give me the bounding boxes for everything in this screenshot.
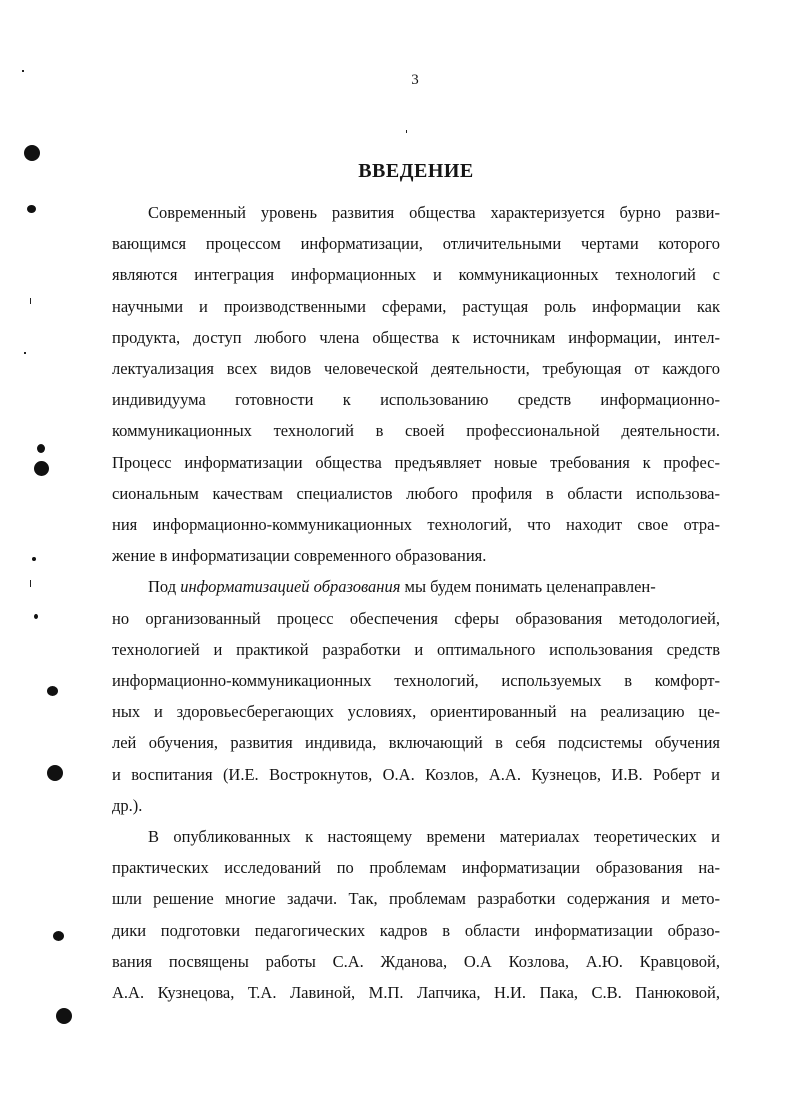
page-number: 3 [411,72,419,88]
paragraph-line: ных и здоровьесберегающих условиях, ориентированный на реализацию це- [112,702,720,722]
scan-speck [22,70,24,72]
binding-hole-mark [24,145,40,161]
paragraph-line: шли решение многие задачи. Так, проблемам разработки содержания и мето- [112,889,720,909]
binding-hole-mark [34,461,49,476]
body-text [112,197,720,1008]
binding-hole-mark [53,931,64,941]
paragraph-line: и воспитания (И.Е. Вострокнутов, О.А. Козлов, А.А. Кузнецов, И.В. Роберт и [112,764,720,784]
paragraph-line: Современный уровень развития общества характеризуется бурно разви- [148,203,720,222]
paragraph-line: лей обучения, развития индивида, включающий в себя подсистемы обучения [112,733,720,753]
paragraph-line: коммуникационных технологий в своей профессиональной деятельности. [112,421,720,441]
paragraph-line [112,571,720,602]
paragraph-line: технологией и практикой разработки и оптимального использования средств [112,639,720,659]
paragraph-line: Процесс информатизации общества предъявляет новые требования к профес- [112,452,720,472]
paragraph-line: В опубликованных к настоящему времени материалах теоретических и [148,827,720,847]
paragraph-line: жение в информатизации современного образования. [112,546,487,566]
paragraph-text: мы будем понимать целенаправлен- [400,577,656,597]
emphasized-term: информатизацией образования [180,577,401,597]
paragraph-line: вания посвящены работы С.А. Жданова, О.А Козлова, А.Ю. Кравцовой, [112,951,720,971]
scan-speck [30,298,31,304]
binding-hole-mark [37,444,45,453]
paragraph-line: сиональным качествам специалистов любого профиля в области использова- [112,483,720,503]
paragraph-line: дики подготовки педагогических кадров в области информатизации образо- [112,920,720,940]
paragraph-line: но организованный процесс обеспечения сферы образования методологией, [112,608,720,628]
paragraph-line: лектуализация всех видов человеческой деятельности, требующая от каждого [112,359,720,379]
binding-hole-mark [34,614,38,619]
binding-hole-mark [47,765,63,781]
binding-hole-mark [32,557,36,561]
binding-hole-mark [47,686,58,696]
paragraph-line: продукта, доступ любого члена общества к источникам информации, интел- [112,327,720,347]
scan-speck [30,580,31,587]
paragraph-line: А.А. Кузнецова, Т.А. Лавиной, М.П. Лапчика, Н.И. Пака, С.В. Панюковой, [112,983,720,1003]
binding-hole-mark [27,205,36,213]
scan-speck [24,352,26,354]
paragraph-line: научными и производственными сферами, растущая роль информации как [112,296,720,316]
paragraph-line: индивидуума готовности к использованию средств информационно- [112,390,720,410]
paragraph-line: ния информационно-коммуникационных технологий, что находит свое отра- [112,515,720,535]
paragraph-line: др.). [112,795,143,815]
scan-speck [406,130,407,133]
paragraph-line: практических исследований по проблемам информатизации образования на- [112,858,720,878]
paragraph-line: информационно-коммуникационных технологий, используемых в комфорт- [112,671,720,691]
binding-hole-mark [56,1008,72,1024]
section-title: ВВЕДЕНИЕ [358,160,474,182]
paragraph-line: являются интеграция информационных и коммуникационных технологий с [112,265,720,285]
paragraph-line: вающимся процессом информатизации, отличительными чертами которого [112,234,720,254]
paragraph-text: Под [148,577,181,597]
